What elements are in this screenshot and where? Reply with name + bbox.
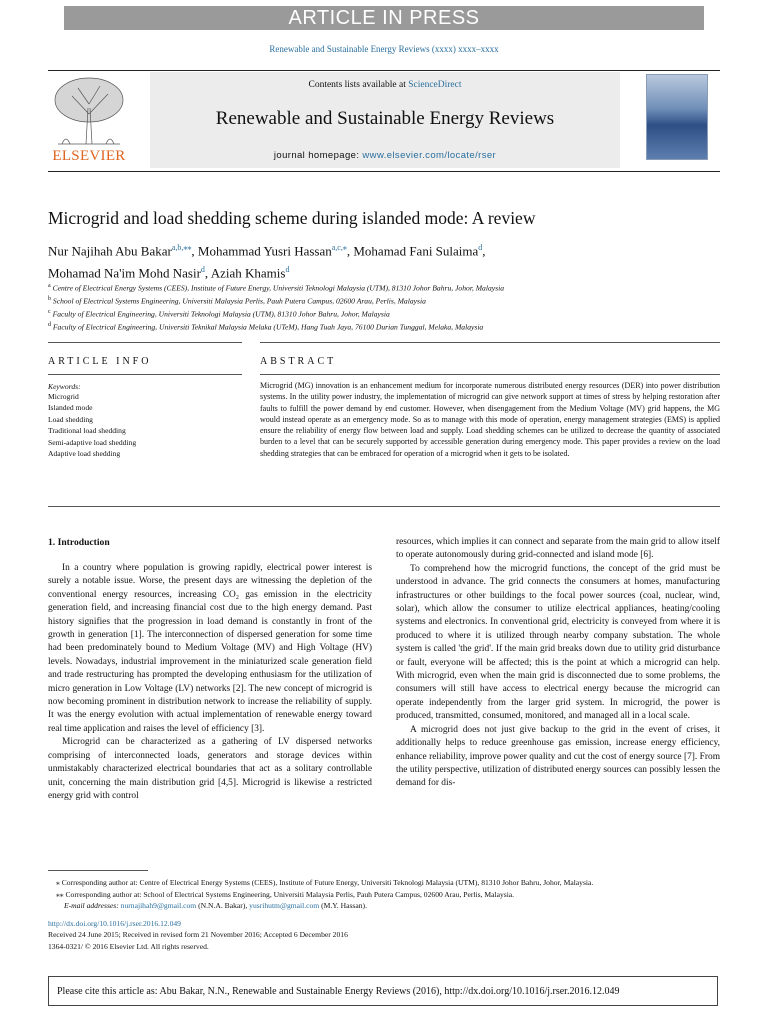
affiliation-item — [48, 281, 720, 294]
footnotes — [48, 877, 720, 952]
body-left-column — [48, 562, 372, 803]
divider — [260, 342, 720, 343]
keyword: Microgrid — [48, 392, 79, 401]
body-paragraph: resources, which implies it can connect and separate from the main grid to allow itself to operate autonomously during grid-connected and island mode [6]. — [396, 537, 720, 561]
affiliation-text: Centre of Electrical Energy Systems (CEES), Institute of Future Energy, Universiti Teknologi Malaysia (UTM), 81310 Johor Bahru, Johor, Malaysia — [52, 283, 504, 293]
journal-title: Renewable and Sustainable Energy Reviews — [215, 108, 555, 129]
author-affiliation-mark[interactable]: d — [478, 243, 483, 252]
article-title: Microgrid and load shedding scheme during islanded mode: A review — [48, 208, 536, 228]
affiliation-list — [48, 281, 720, 333]
author-affiliation-mark[interactable]: d — [200, 265, 205, 275]
section-title: 1. Introduction — [48, 537, 110, 548]
keyword: Traditional load shedding — [48, 426, 126, 436]
author-name[interactable]: Aziah Khamis — [210, 265, 286, 281]
author-list: Nur Najihah Abu Bakar$^{a,b,⁎⁎}$, Mohammad Yusri Hassan$^{a,c,⁎}$, Mohamad Fani Sulaima$^d$, Mohamad Na'im Mohd Nasir$^d$, Aziah Khamis$^d$ — [48, 243, 486, 281]
email-owner: (M.Y. Hassan). — [321, 901, 367, 910]
keywords-label: Keywords: — [48, 382, 81, 391]
affiliation-text: Faculty of Electrical Engineering, Universiti Teknologi Malaysia (UTM), 81310 Johor Bahru, Johor, Malaysia — [52, 309, 390, 319]
article-info-heading: ARTICLE INFO — [48, 356, 152, 367]
contents-available — [150, 80, 620, 90]
contents-prefix: Contents lists available at — [308, 80, 409, 90]
article-in-press-banner: ARTICLE IN PRESS — [64, 6, 704, 30]
affiliation-mark: d — [48, 322, 51, 329]
affiliation-mark: a — [48, 283, 51, 289]
divider — [48, 506, 720, 507]
author-affiliation-mark[interactable]: a,c,⁎ — [331, 243, 347, 252]
running-citation-link[interactable]: Renewable and Sustainable Energy Reviews (xxxx) xxxx–xxxx — [269, 44, 499, 54]
email-link[interactable]: yusrihutm@gmail.com — [249, 901, 320, 910]
author-affiliation-mark[interactable]: d — [285, 265, 290, 275]
email-label: E-mail addresses: — [64, 901, 119, 910]
author-affiliation-mark[interactable]: a,b,⁎⁎ — [171, 243, 192, 252]
body-paragraph: A microgrid does not just give backup to the grid in the event of crises, it additionally helps to reduce greenhouse gas emission, increase energy efficiency, enhance reliability, improve power quality and cut the cost of energy source [7]. From the utility perspective, utilization of distributed energy sources can possibly lessen the demand for dis- — [396, 724, 720, 789]
journal-cover-image — [646, 74, 708, 160]
body-right-column — [396, 536, 720, 791]
body-paragraph: In a country where population is growing rapidly, electrical power interest is surely a notable issue. Worse, the present days are witnessing the depletion of the conventional energy resources, increasing CO₂ gas emission in the electricity generation field, and increasing financial cost due to the high energy demand. Past history signifies that the progression in load demand is constantly in front of the growth in generation [1]. The interconnection of dispersed generation for some time had been predominately bound to Medium Voltage (MV) and High Voltage (HV) levels. Nowadays, industrial improvement in the miniaturized scale generation field and trade restructuring has prompted the developing enthusiasm for the utilization of micro generation in Low Voltage (LV) networks [2]. The new concept of microgrid is now becoming prominent in distribution network to increase the reliability of supply. It was the energy evolution with actual implementation of renewable energy toward real time application and raises the level of efficiency [3]. — [48, 563, 372, 734]
sciencedirect-link[interactable]: ScienceDirect — [408, 80, 462, 90]
homepage-link[interactable]: www.elsevier.com/locate/rser — [362, 150, 497, 161]
author-name[interactable]: Nur Najihah Abu Bakar — [48, 243, 172, 259]
abstract-text: Microgrid (MG) innovation is an enhancement medium for incorporate numerous distributed energy resources (DER) into power distribution systems. In the utility power industry, the implementation of microgrid can give network support at times of stress by helping restoration after faults to fulfill the power demand by end customer. However, when disengagement from the Medium Voltage (MV) grid happens, the MG would instead operate as an emergency mode. So as to manage with this mode of operation, energy management strategies (EMS) is applied ensure the reliability of energy flow between load and supply. Load shedding schemes can be utilized to decrease the quantity of associated burden to a level that can be securely supported by accessible generation during emergency mode. This paper provides a review on the load shedding strategies that can be embraced for operation of a microgrid when it gets to be isolated. — [260, 381, 720, 458]
footnote-corresponding-2: ⁎⁎ Corresponding author at: School of Electrical Systems Engineering, Universiti Malaysia Perlis, Pauh Putera Campus, 02600 Arau, Perlis, Malaysia. — [56, 889, 515, 899]
keywords-block — [48, 382, 242, 459]
affiliation-mark: c — [48, 309, 51, 316]
received-dates: Received 24 June 2015; Received in revised form 21 November 2016; Accepted 6 December 2016 — [48, 930, 348, 939]
divider — [48, 342, 242, 343]
divider — [260, 374, 720, 375]
keyword: Load shedding — [48, 414, 93, 424]
keyword: Islanded mode — [48, 403, 93, 413]
divider — [48, 374, 242, 375]
cite-this-article-box: Please cite this article as: Abu Bakar, N.N., Renewable and Sustainable Energy Reviews (2016), http://dx.doi.org/10.1016/j.rser.2016.12.049 — [48, 976, 718, 1006]
email-owner: (N.N.A. Bakar), — [198, 901, 248, 910]
keyword: Semi-adaptive load shedding — [48, 437, 137, 447]
email-link[interactable]: nurnajihah9@gmail.com — [120, 901, 197, 910]
body-paragraph: To comprehend how the microgrid functions, the concept of the grid must be understood in advance. The grid connects the consumers at homes, manufacturing infrastructures or other buildings to the focal power sources (coal, nuclear, wind, solar), which allow the consumer to utilize electrical appliances, heating/cooling systems and electronics. In conventional grid, electricity is conveyed from where it is produced to where it is utilized through nearby company substation. The whole system is called 'the grid'. If the main grid breaks down due to utility grid disturbance or fault, everyone will be affected; this is the point at which a microgrid can help. With microgrid, even when the main grid is disconnected due to some problems, the consumers will still have access to electrical energy because the microgrid can operate independently from the larger grid system. In microgrid, the power is produced, transmitted, consumed, monitored, and managed all in a local scale. — [396, 563, 720, 722]
footnote-emails — [48, 900, 720, 912]
author-name[interactable]: Mohamad Fani Sulaima — [353, 243, 479, 259]
footnote-corresponding-1: ⁎ Corresponding author at: Centre of Electrical Energy Systems (CEES), Institute of Future Energy, Universiti Teknologi Malaysia (UTM), 81310 Johor Bahru, Johor, Malaysia. — [56, 878, 594, 887]
affiliation-mark: b — [48, 296, 51, 303]
author-name[interactable]: Mohamad Na'im Mohd Nasir — [48, 265, 201, 281]
affiliation-item — [48, 294, 720, 307]
affiliation-text: Faculty of Electrical Engineering, Universiti Teknikal Malaysia Melaka (UTeM), Hang Tuah Jaya, 76100 Durian Tunggal, Melaka, Malaysia — [52, 322, 484, 332]
footnote-divider — [48, 870, 148, 871]
author-name[interactable]: Mohammad Yusri Hassan — [197, 243, 332, 259]
affiliation-text: School of Electrical Systems Engineering, Universiti Malaysia Perlis, Pauh Putera Campus, 02600 Arau, Perlis, Malaysia — [52, 296, 426, 306]
issn-copyright: 1364-0321/ © 2016 Elsevier Ltd. All rights reserved. — [48, 941, 209, 951]
publisher-wordmark: ELSEVIER — [52, 148, 126, 164]
abstract-heading: ABSTRACT — [260, 356, 337, 367]
keyword: Adaptive load shedding — [48, 449, 121, 459]
homepage-prefix: journal homepage: — [273, 150, 363, 161]
journal-homepage — [150, 150, 620, 161]
affiliation-item — [48, 307, 720, 320]
body-paragraph: Microgrid can be characterized as a gathering of LV dispersed networks comprising of interconnected loads, generators and storage devices within unmistakably characterized electrical boundaries that act as a solitary controllable unit, concerning the main distribution grid [4,5]. Microgrid is likewise a restricted energy grid with control — [48, 737, 372, 801]
affiliation-item — [48, 320, 720, 333]
doi-link[interactable]: http://dx.doi.org/10.1016/j.rser.2016.12.049 — [48, 918, 181, 928]
